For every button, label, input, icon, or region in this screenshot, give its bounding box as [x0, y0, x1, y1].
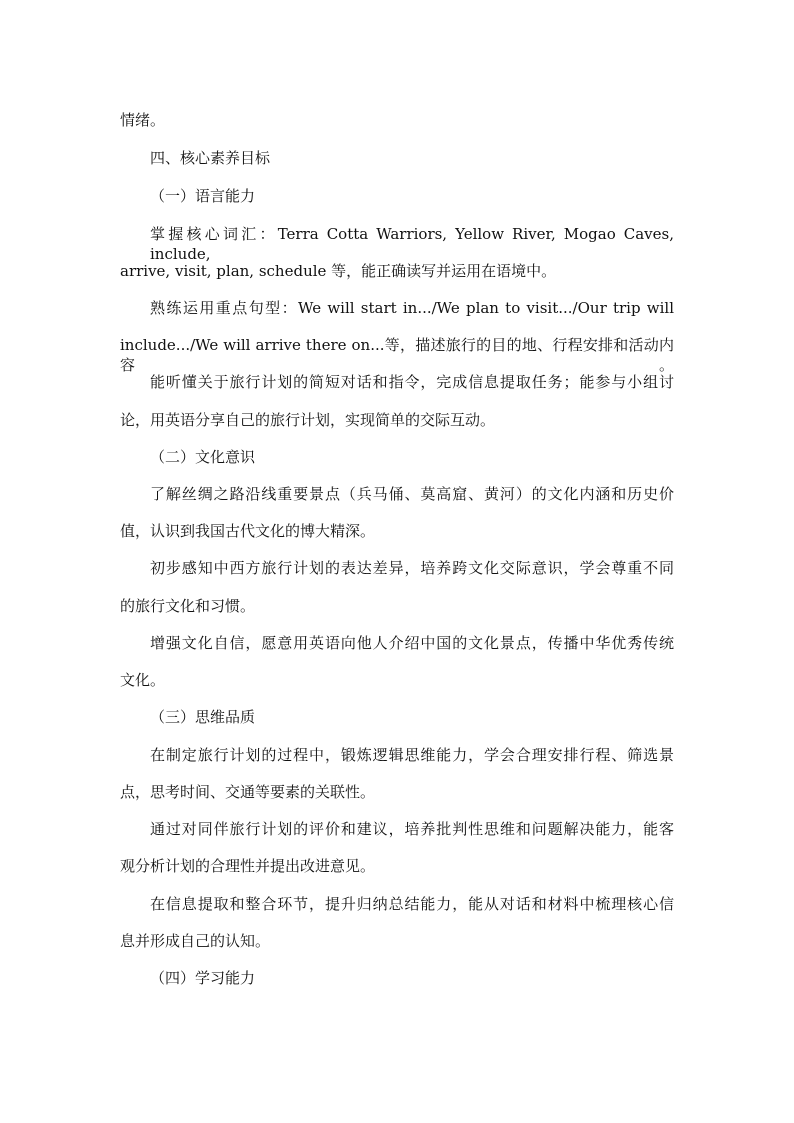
- text-line: 在制定旅行计划的过程中，锻炼逻辑思维能力，学会合理安排行程、筛选景: [150, 746, 674, 764]
- text-line: 情绪。: [120, 111, 166, 129]
- text-line: 掌握核心词汇：Terra Cotta Warriors, Yellow River, Mogao Caves, include,: [150, 225, 674, 263]
- text-line: 在信息提取和整合环节，提升归纳总结能力，能从对话和材料中梳理核心信: [150, 895, 674, 913]
- subsection-heading: （一）语言能力: [150, 187, 256, 205]
- text-line: arrive, visit, plan, schedule 等，能正确读写并运用在语境中。: [120, 262, 557, 280]
- text-line: 观分析计划的合理性并提出改进意见。: [120, 857, 376, 875]
- section-heading: 四、核心素养目标: [150, 149, 271, 167]
- text-line: 增强文化自信，愿意用英语向他人介绍中国的文化景点，传播中华优秀传统: [150, 634, 674, 652]
- text-line: 初步感知中西方旅行计划的表达差异，培养跨文化交际意识，学会尊重不同: [150, 559, 674, 577]
- text-line: 论，用英语分享自己的旅行计划，实现简单的交际互动。: [120, 411, 496, 429]
- text-line: 点，思考时间、交通等要素的关联性。: [120, 783, 376, 801]
- text-line: 息并形成自己的认知。: [120, 932, 271, 950]
- subsection-heading: （三）思维品质: [150, 708, 256, 726]
- text-line: 文化。: [120, 671, 166, 689]
- text-line: 通过对同伴旅行计划的评价和建议，培养批判性思维和问题解决能力，能客: [150, 820, 674, 838]
- text-line: include.../We will arrive there on...等，描述旅行的目的地、行程安排和活动内容。: [120, 336, 674, 374]
- text-line: 的旅行文化和习惯。: [120, 597, 256, 615]
- text-line: 能听懂关于旅行计划的简短对话和指令，完成信息提取任务；能参与小组讨: [150, 373, 674, 391]
- subsection-heading: （四）学习能力: [150, 969, 256, 987]
- text-line: 了解丝绸之路沿线重要景点（兵马俑、莫高窟、黄河）的文化内涵和历史价: [150, 485, 674, 503]
- text-line: 值，认识到我国古代文化的博大精深。: [120, 522, 376, 540]
- subsection-heading: （二）文化意识: [150, 448, 256, 466]
- text-line: 熟练运用重点句型：We will start in.../We plan to visit.../Our trip will: [150, 299, 674, 317]
